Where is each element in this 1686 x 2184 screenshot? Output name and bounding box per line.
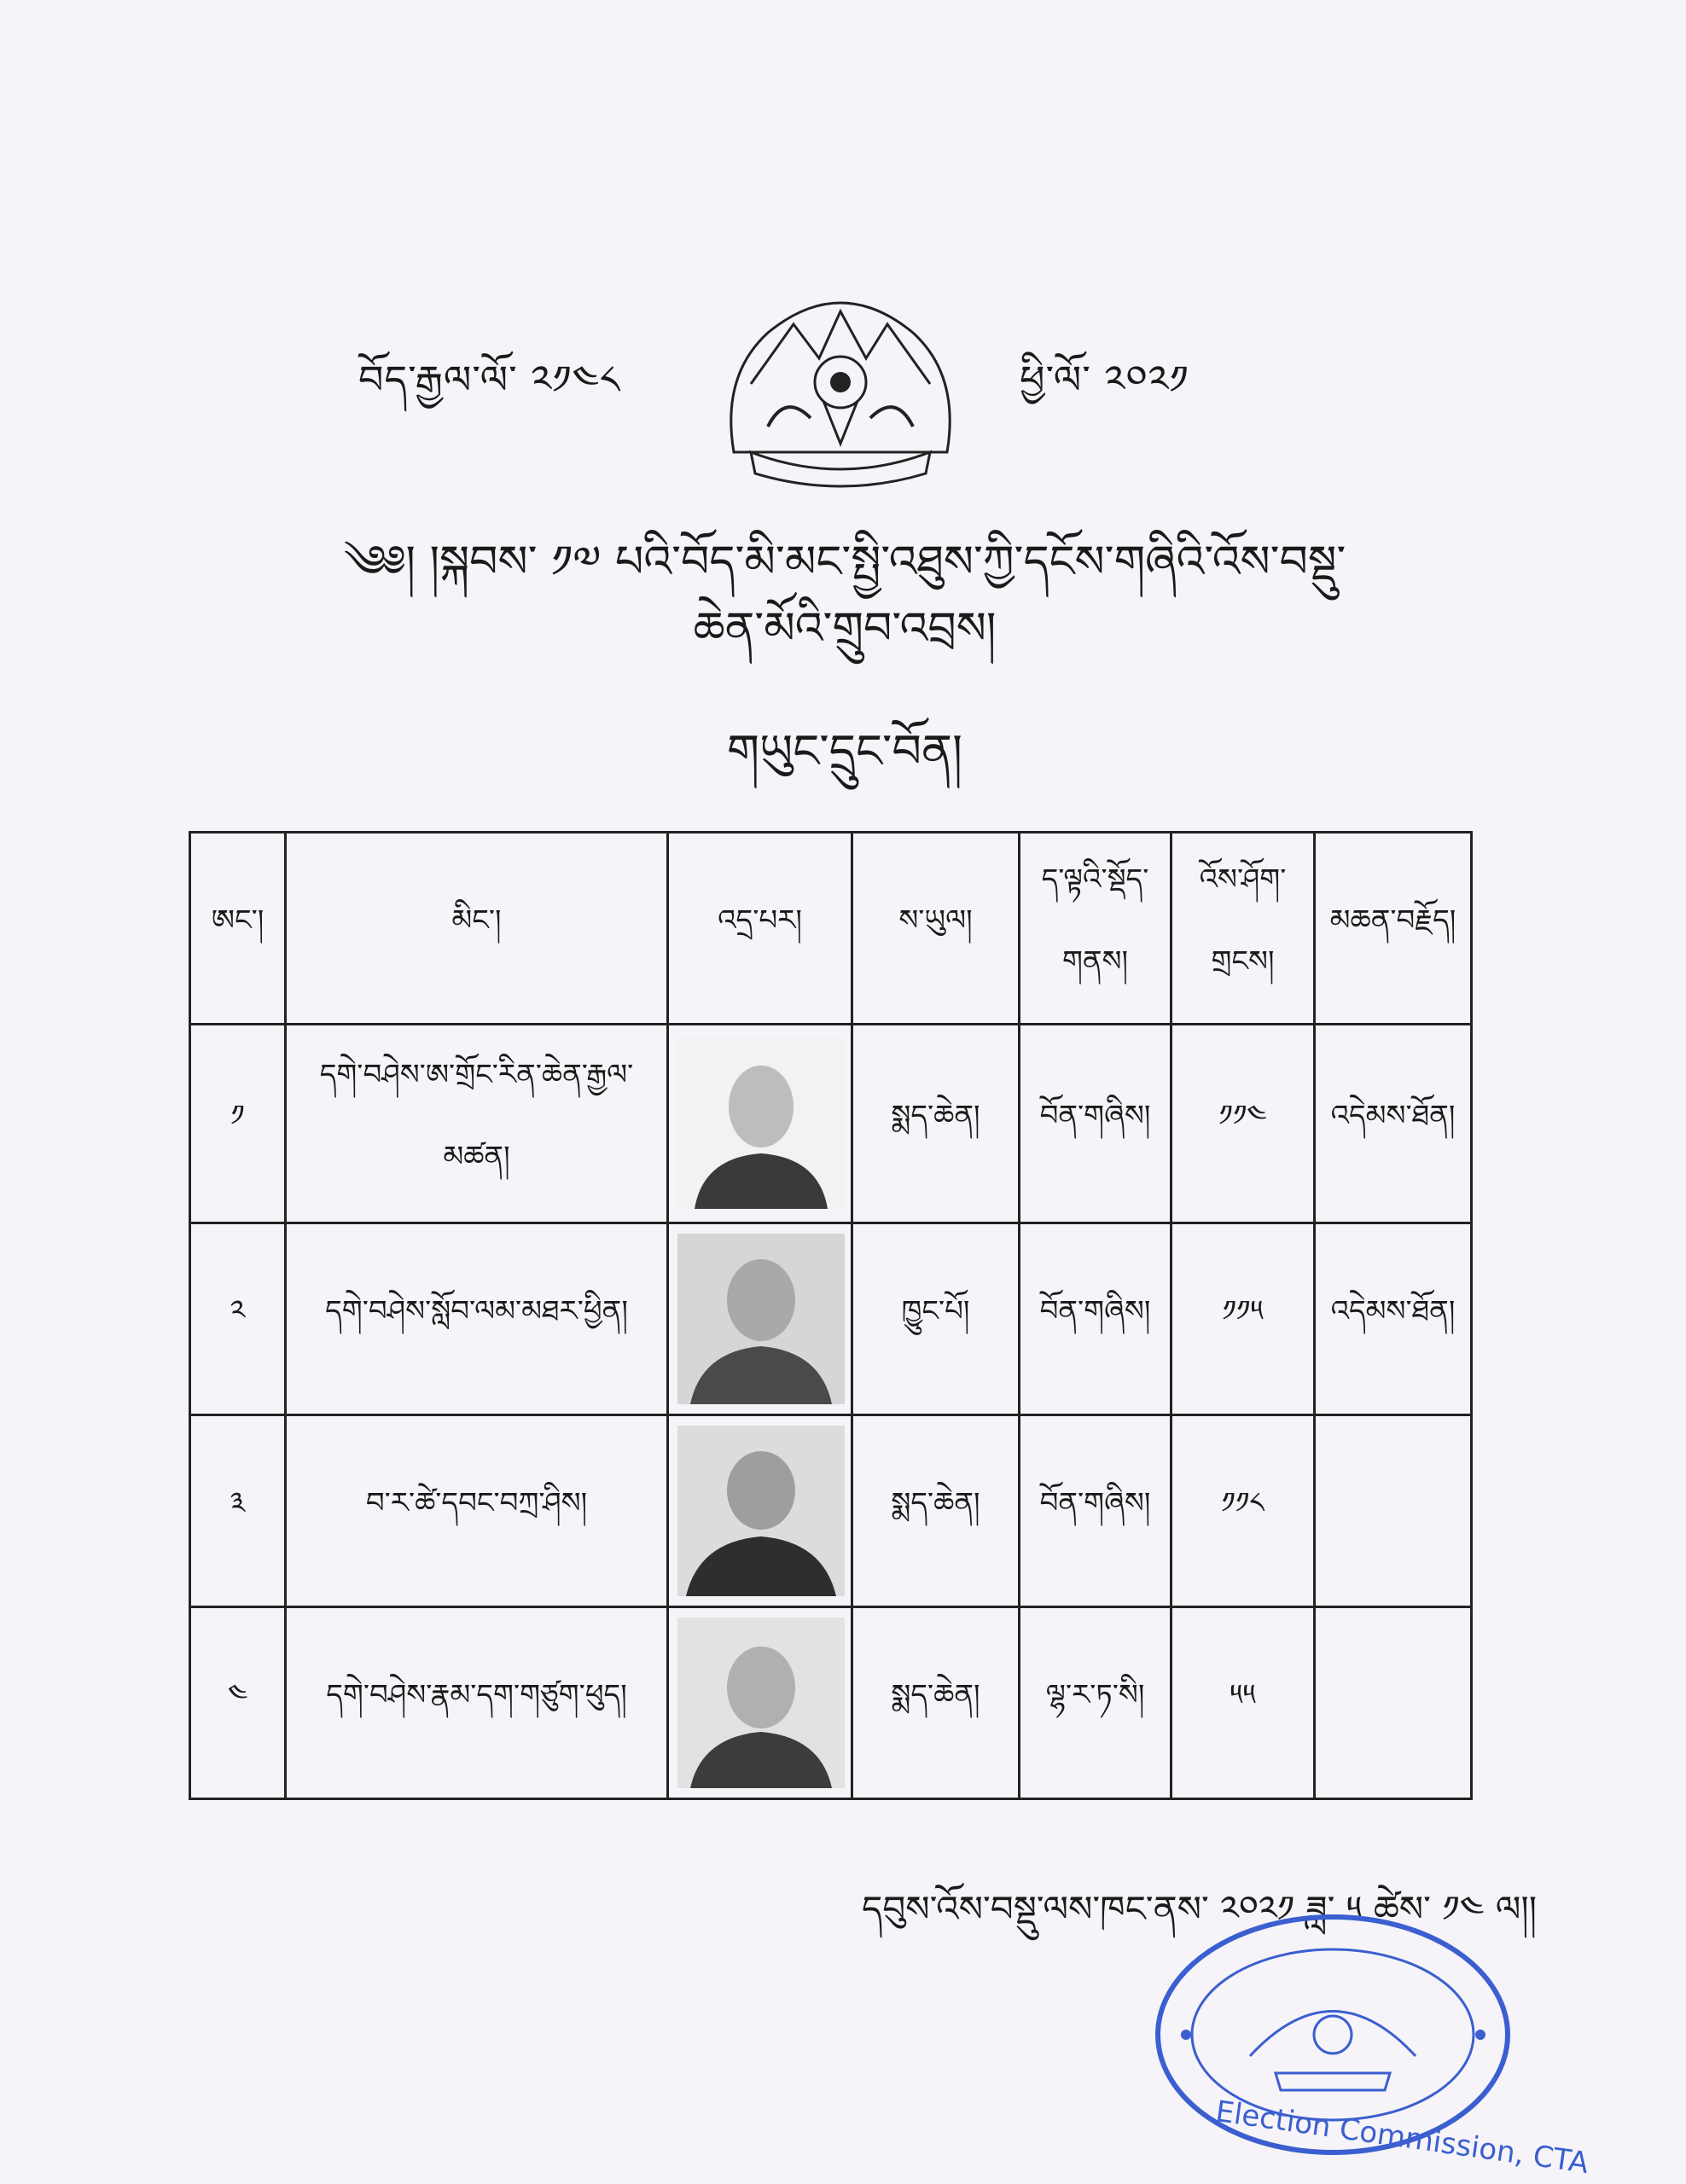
table-row xyxy=(190,1025,1472,1223)
tibetan-year: བོད་རྒྱལ་ལོ་ ༢༡༤༨ xyxy=(358,357,621,403)
candidate-photo xyxy=(677,1618,845,1788)
title-line-1: ༄༅། །སྐབས་ ༡༧ པའི་བོད་མི་མང་སྤྱི་འཐུས་ཀྱི་དངོས་གཞིའི་འོས་བསྡུ་ xyxy=(343,537,1346,588)
remarks xyxy=(1315,1415,1472,1607)
header-region: ས་ཡུལ། xyxy=(852,833,1020,1025)
remarks: འདེམས་ཐོན། xyxy=(1315,1223,1472,1415)
row-number: ༡ xyxy=(190,1025,286,1223)
region: སྨད་ཆེན། xyxy=(852,1415,1020,1607)
document-title xyxy=(256,529,1433,662)
votes: ༥༥ xyxy=(1171,1607,1315,1799)
region: ཁྱུང་པོ། xyxy=(852,1223,1020,1415)
header-number: ཨང་། xyxy=(190,833,286,1025)
tibetan-emblem-logo xyxy=(717,282,964,491)
svg-text:Election Commission, CTA: Election Commission, CTA xyxy=(1213,2094,1591,2181)
row-number: ༣ xyxy=(190,1415,286,1607)
candidate-photo xyxy=(677,1426,845,1596)
header-residence: ད་ལྟའི་སྡོད་གནས། xyxy=(1020,833,1171,1025)
row-number: ༤ xyxy=(190,1607,286,1799)
residence: བོན་གཞིས། xyxy=(1020,1415,1171,1607)
remarks xyxy=(1315,1607,1472,1799)
candidate-name: དགེ་བཤེས་ཨ་གྲོང་རིན་ཆེན་རྒྱལ་མཚན། xyxy=(286,1025,668,1223)
table-row xyxy=(190,1607,1472,1799)
candidate-photo xyxy=(677,1038,845,1209)
table-header-row xyxy=(190,833,1472,1025)
western-year: ཕྱི་ལོ་ ༢༠༢༡ xyxy=(1020,357,1189,403)
votes: ༡༡༤ xyxy=(1171,1025,1315,1223)
region: སྨད་ཆེན། xyxy=(852,1607,1020,1799)
election-commission-stamp xyxy=(1148,1907,1591,2181)
photo-cell xyxy=(668,1607,852,1799)
header-remarks: མཆན་བརྗོད། xyxy=(1315,833,1472,1025)
residence: བོན་གཞིས། xyxy=(1020,1223,1171,1415)
issue-date-line: དབུས་འོས་བསྡུ་ལས་ཁང་ནས་ ༢༠༢༡ ཟླ་ ༥ ཚེས་ ༡༤ ལ།། xyxy=(862,1888,1538,1930)
photo-cell xyxy=(668,1415,852,1607)
votes: ༡༡༥ xyxy=(1171,1223,1315,1415)
table-row xyxy=(190,1415,1472,1607)
header-name: མིང་། xyxy=(286,833,668,1025)
constituency-subtitle: གཡུང་དྲུང་བོན། xyxy=(726,724,963,778)
region: སྨད་ཆེན། xyxy=(852,1025,1020,1223)
votes: ༡༡༨ xyxy=(1171,1415,1315,1607)
table-row xyxy=(190,1223,1472,1415)
candidate-name: བ་ར་ཚེ་དབང་བཀྲ་ཤིས། xyxy=(286,1415,668,1607)
title-line-2: ཆེན་མོའི་གྲུབ་འབྲས། xyxy=(693,603,997,654)
remarks: འདེམས་ཐོན། xyxy=(1315,1025,1472,1223)
photo-cell xyxy=(668,1025,852,1223)
candidate-name: དགེ་བཤེས་རྣམ་དག་གཙུག་ཕུད། xyxy=(286,1607,668,1799)
candidate-photo xyxy=(677,1234,845,1404)
residence: ལྷ་ར་ཏ་སི། xyxy=(1020,1607,1171,1799)
candidate-name: དགེ་བཤེས་སློབ་ལམ་མཐར་ཕྱིན། xyxy=(286,1223,668,1415)
header-votes: འོས་ཤོག་གྲངས། xyxy=(1171,833,1315,1025)
row-number: ༢ xyxy=(190,1223,286,1415)
header-photo: འདྲ་པར། xyxy=(668,833,852,1025)
residence: བོན་གཞིས། xyxy=(1020,1025,1171,1223)
results-table xyxy=(189,831,1473,1800)
photo-cell xyxy=(668,1223,852,1415)
